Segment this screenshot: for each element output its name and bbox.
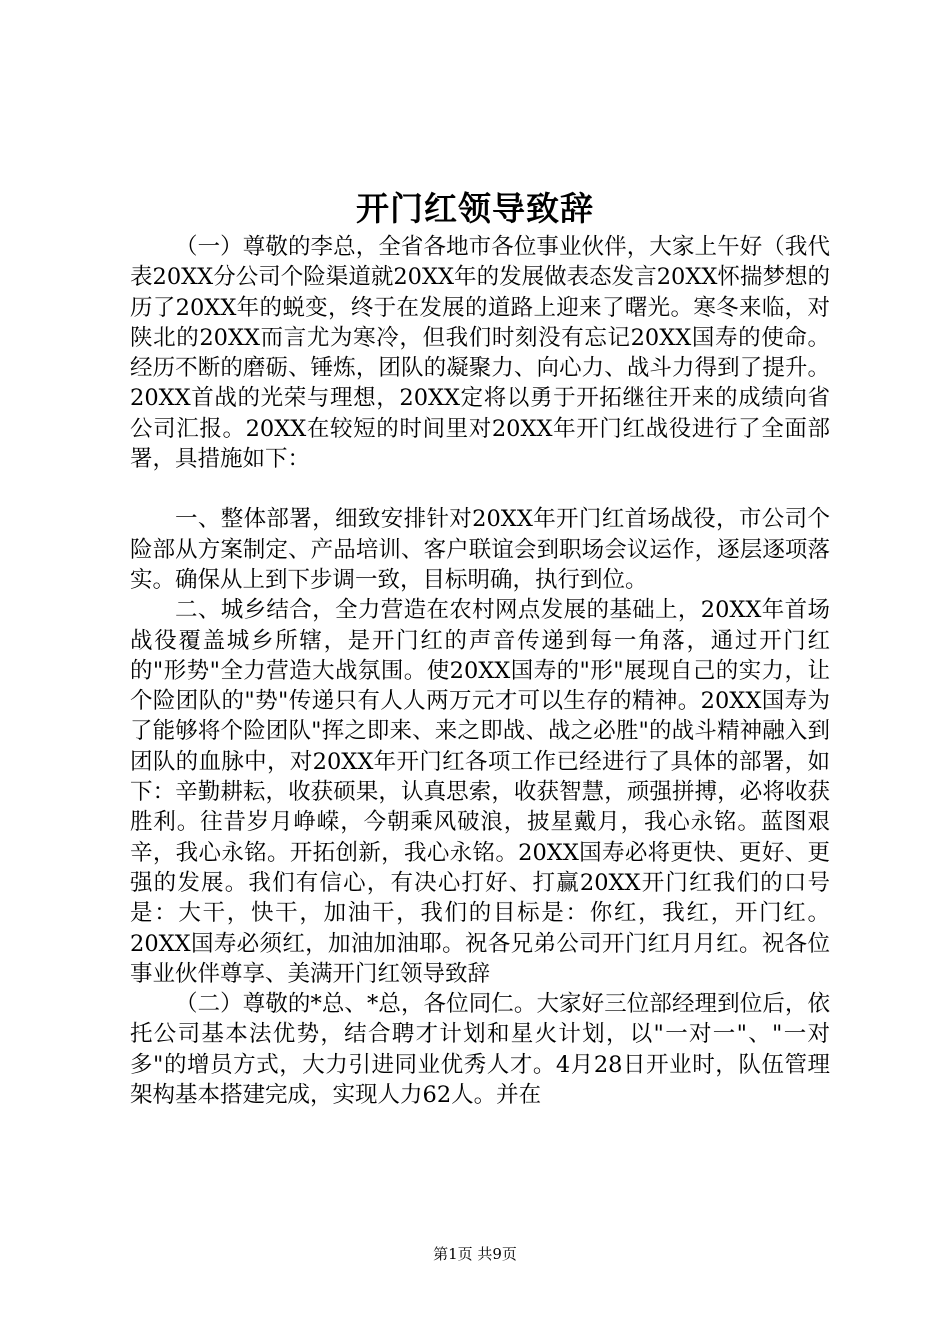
paragraph-second-speech: （二）尊敬的*总、*总，各位同仁。大家好三位部经理到位后，依托公司基本法优势，结合聘才计划和星火计划，以"一对一"、"一对多"的增员方式，大力引进同业优秀人才。4月28日开业时，队伍管理架构基本搭建完成，实现人力62人。并在 [130, 991, 830, 1109]
document-body [130, 232, 830, 1110]
page-number-footer: 第1页 共9页 [433, 1245, 517, 1263]
paragraph-section-one: 一、整体部署，细致安排针对20XX年开门红首场战役，市公司个险部从方案制定、产品培训、客户联谊会到职场会议运作，逐层逐项落实。确保从上到下步调一致，目标明确，执行到位。 [130, 506, 830, 593]
paragraph-intro: （一）尊敬的李总，全省各地市各位事业伙伴，大家上午好（我代表20XX分公司个险渠道就20XX年的发展做表态发言20XX怀揣梦想的历了20XX年的蜕变，终于在发展的道路上迎来了曙光。寒冬来临，对陕北的20XX而言尤为寒冷，但我们时刻没有忘记20XX国寿的使命。经历不断的磨砺、锤炼，团队的凝聚力、向心力、战斗力得到了提升。20XX首战的光荣与理想，20XX定将以勇于开拓继往开来的成绩向省公司汇报。20XX在较短的时间里对20XX年开门红战役进行了全面部署，具措施如下： [130, 234, 830, 473]
page-title: 开门红领导致辞 [356, 189, 594, 228]
paragraph-section-two: 二、城乡结合，全力营造在农村网点发展的基础上，20XX年首场战役覆盖城乡所辖，是开门红的声音传递到每一角落，通过开门红的"形势"全力营造大战氛围。使20XX国寿的"形"展现自己的实力，让个险团队的"势"传递只有人人两万元才可以生存的精神。20XX国寿为了能够将个险团队"挥之即来、来之即战、战之必胜"的战斗精神融入到团队的血脉中，对20XX年开门红各项工作已经进行了具体的部署，如下：辛勤耕耘，收获硕果，认真思索，收获智慧，顽强拼搏，必将收获胜利。往昔岁月峥嵘，今朝乘风破浪，披星戴月，我心永铭。蓝图艰辛，我心永铭。开拓创新，我心永铭。20XX国寿必将更快、更好、更强的发展。我们有信心，有决心打好、打赢20XX开门红我们的口号是：大干，快干，加油干，我们的目标是：你红，我红，开门红。20XX国寿必须红，加油加油耶。祝各兄弟公司开门红月月红。祝各位事业伙伴尊享、美满开门红领导致辞 [130, 597, 830, 987]
